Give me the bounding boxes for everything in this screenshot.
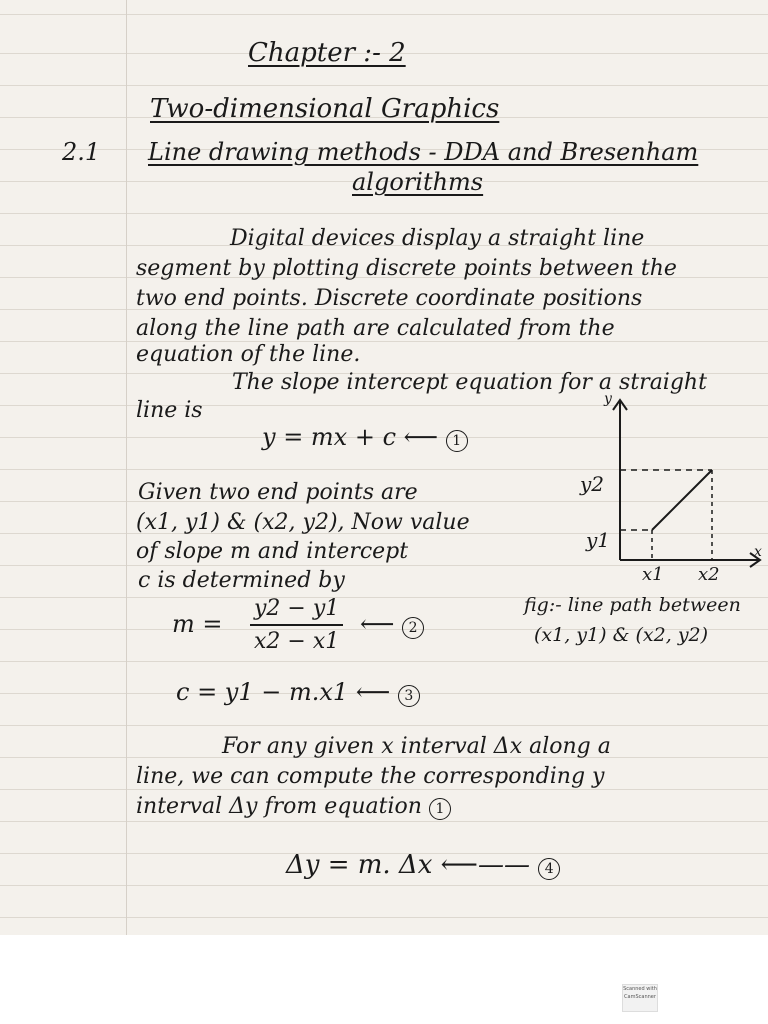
para1-line5: equation of the line.: [136, 342, 361, 367]
arrow-icon: ⟵——: [440, 850, 539, 880]
given-line3: of slope m and intercept: [136, 539, 409, 564]
equation-ref-2: 2: [402, 617, 424, 639]
figure-line-path: [652, 470, 712, 530]
equation-4-text: Δy = m. Δx: [286, 850, 433, 880]
para2-line2: line is: [136, 398, 203, 423]
section-title-line1: Line drawing methods - DDA and Bresenham: [148, 138, 699, 166]
figure-label-y2: y2: [580, 472, 605, 496]
figure-caption-line1: fig:- line path between: [524, 594, 741, 616]
equation-ref-para3: 1: [429, 798, 451, 820]
scanner-stamp: Scanned with CamScanner: [622, 984, 658, 1012]
para3-line1: For any given x interval Δx along a: [222, 734, 611, 759]
section-number: 2.1: [62, 138, 101, 166]
arrow-icon: ⟵: [403, 423, 446, 451]
para1-line4: along the line path are calculated from the: [136, 316, 615, 341]
para1-line2: segment by plotting discrete points between the: [136, 256, 677, 281]
equation-ref-1: 1: [446, 430, 468, 452]
equation-ref-3: 3: [398, 685, 420, 707]
given-line1: Given two end points are: [138, 480, 418, 505]
chapter-heading: Chapter :- 2: [248, 38, 406, 68]
figure-label-y1: y1: [586, 528, 611, 552]
equation-3-text: c = y1 − m.x1: [176, 678, 349, 706]
figure-label-x2: x2: [698, 564, 720, 585]
figure-label-y: y: [604, 391, 612, 407]
figure-label-x: x: [754, 544, 762, 560]
equation-2-lhs: m =: [172, 610, 223, 638]
page-title: Two-dimensional Graphics: [150, 94, 500, 124]
para3-line2: line, we can compute the corresponding y: [136, 764, 605, 789]
para2-line1: The slope intercept equation for a straight: [232, 370, 707, 395]
equation-2-numerator: y2 − y1: [250, 596, 343, 626]
equation-1-text: y = mx + c: [262, 423, 397, 451]
arrow-icon: ⟵: [355, 678, 398, 706]
section-title-line2: algorithms: [352, 168, 484, 196]
figure-label-x1: x1: [642, 564, 664, 585]
figure-caption-line2: (x1, y1) & (x2, y2): [534, 624, 709, 646]
para1-line1: Digital devices display a straight line: [230, 226, 645, 251]
equation-2-denominator: x2 − x1: [254, 629, 340, 654]
given-line2: (x1, y1) & (x2, y2), Now value: [136, 510, 470, 535]
given-line4: c is determined by: [138, 568, 345, 593]
arrow-icon: ⟵: [360, 610, 403, 638]
equation-ref-4: 4: [538, 858, 560, 880]
para1-line3: two end points. Discrete coordinate positions: [136, 286, 643, 311]
para3-line3-text: interval Δy from equation: [136, 794, 422, 819]
